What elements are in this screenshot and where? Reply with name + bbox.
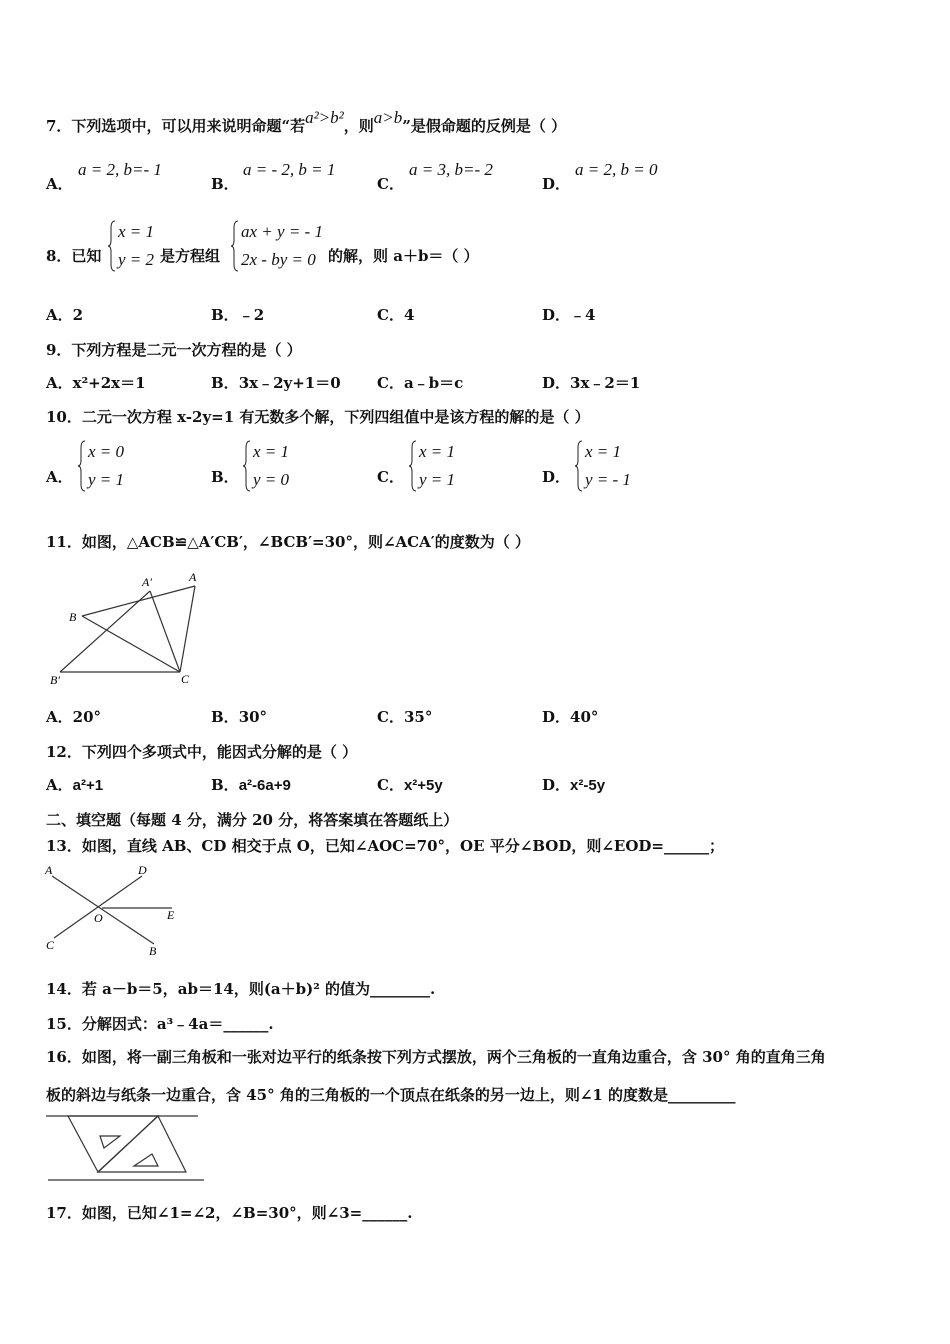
- q10-stem: 10．二元一次方程 x-2y=1 有无数多个解，下列四组值中是该方程的解的是（ ）: [46, 408, 590, 426]
- q8-mid: 是方程组: [160, 247, 221, 265]
- segment-b-c: [82, 616, 180, 672]
- option-label: A．: [46, 306, 73, 324]
- system-row-1: x = 1: [585, 442, 622, 461]
- option-value: 3x﹣2y+1＝0: [238, 374, 341, 392]
- option-label: D．: [542, 175, 571, 193]
- brace-icon: [243, 440, 251, 492]
- q11-option-b[interactable]: [211, 706, 267, 727]
- q8-system-2-row-1: ax + y = - 1: [241, 222, 323, 241]
- option-label: C．: [377, 306, 404, 324]
- point-label-a-prime: A′: [142, 575, 152, 589]
- point-label-d: D: [138, 863, 147, 877]
- q7-stem-a: 7．下列选项中，可以用来说明命题“若: [46, 117, 306, 135]
- q7-stem-b: ”是假命题的反例是（ ）: [402, 117, 567, 135]
- q11-figure: [46, 566, 216, 690]
- option-value: x²+2x＝1: [72, 374, 146, 392]
- option-label: C．: [377, 468, 404, 486]
- line-cd: [54, 876, 142, 938]
- q9-option-d[interactable]: [542, 372, 640, 393]
- system-row-1: x = 1: [419, 442, 456, 461]
- option-label: D．: [542, 306, 571, 324]
- q7-condition-1: a²>b²: [305, 108, 344, 127]
- option-label: D．: [542, 708, 571, 726]
- option-label: C．: [377, 708, 404, 726]
- triangle-45: [98, 1116, 186, 1172]
- option-value: 40°: [570, 708, 599, 726]
- option-label: A．: [46, 708, 73, 726]
- q16-figure: [46, 1110, 206, 1186]
- q11-option-d[interactable]: [542, 706, 598, 727]
- q7-option-c[interactable]: [377, 173, 404, 194]
- system-row-2: y = 1: [419, 470, 456, 489]
- option-value: 35°: [403, 708, 433, 726]
- option-label: B．: [211, 306, 239, 324]
- q9-option-c[interactable]: [377, 372, 463, 393]
- option-value: 20°: [72, 708, 102, 726]
- triangle-45-inner: [134, 1154, 158, 1166]
- option-value: x²-5y: [570, 777, 606, 794]
- option-label: A．: [46, 374, 73, 392]
- q12-option-a[interactable]: [46, 774, 103, 795]
- q12-stem: 12．下列四个多项式中，能因式分解的是（ ）: [46, 743, 358, 761]
- q11-option-c[interactable]: [377, 706, 432, 727]
- q11-stem: 11．如图，△ACB≌△A′CB′，∠BCB′=30°，则∠ACA′的度数为（ ）: [46, 533, 530, 551]
- option-value: x²+5y: [403, 777, 443, 794]
- point-label-o: O: [94, 911, 103, 925]
- system-row-1: x = 1: [253, 442, 290, 461]
- q11-option-a[interactable]: [46, 706, 101, 727]
- q12-option-d[interactable]: [542, 774, 605, 795]
- brace-icon: [231, 220, 239, 272]
- option-label: B．: [211, 175, 239, 193]
- option-label: B．: [211, 374, 239, 392]
- q8-prefix: 8．已知: [46, 247, 102, 265]
- option-label: B．: [211, 708, 239, 726]
- point-label-c: C: [181, 672, 190, 686]
- q16-stem-line-2: 板的斜边与纸条一边重合，含 45° 角的三角板的一个顶点在纸条的另一边上，则∠1 的度数是_________: [46, 1086, 736, 1104]
- option-label: A．: [46, 468, 73, 486]
- brace-icon: [78, 440, 86, 492]
- q8-system-1-row-2: y = 2: [118, 250, 155, 269]
- q7-comma: ，则: [343, 117, 374, 135]
- option-value: a²-6a+9: [238, 777, 291, 794]
- option-label: A．: [46, 776, 73, 794]
- q13-figure: [42, 862, 182, 958]
- option-label: D．: [542, 468, 571, 486]
- option-value: 4: [403, 306, 415, 324]
- q7-option-d[interactable]: [542, 173, 570, 194]
- system-row-1: x = 0: [88, 442, 125, 461]
- section-2-heading: 二、填空题（每题 4 分，满分 20 分，将答案填在答题纸上）: [46, 811, 459, 829]
- q8-option-d[interactable]: [542, 304, 595, 325]
- q7-option-a[interactable]: [46, 173, 73, 194]
- option-label: B．: [211, 468, 239, 486]
- triangle-30-inner: [100, 1136, 120, 1148]
- q10-option-b[interactable]: [211, 466, 239, 487]
- option-value: 30°: [238, 708, 268, 726]
- q13-stem: 13．如图，直线 AB、CD 相交于点 O，已知∠AOC=70°，OE 平分∠BOD，则∠EOD=______；: [46, 837, 724, 855]
- point-label-a: A: [189, 570, 197, 584]
- q8-option-c[interactable]: [377, 304, 414, 325]
- q16-stem-line-1: 16．如图，将一副三角板和一张对边平行的纸条按下列方式摆放，两个三角板的一直角边重合，含 30° 角的直角三角: [46, 1048, 826, 1066]
- system-row-2: y = - 1: [585, 470, 631, 489]
- q9-option-b[interactable]: [211, 372, 341, 393]
- q10-option-a[interactable]: [46, 466, 73, 487]
- point-label-b-prime: B′: [50, 673, 60, 687]
- q17-stem: 17．如图，已知∠1=∠2，∠B=30°，则∠3=______.: [46, 1204, 413, 1222]
- segment-a-c: [180, 586, 195, 672]
- option-value: ﹣4: [570, 306, 596, 324]
- point-label-a: A: [45, 863, 53, 877]
- triangle-30: [68, 1116, 158, 1172]
- q9-option-a[interactable]: [46, 372, 146, 393]
- system-row-2: y = 1: [88, 470, 125, 489]
- q10-option-c[interactable]: [377, 466, 404, 487]
- brace-icon: [108, 220, 116, 272]
- option-label: C．: [377, 776, 404, 794]
- q7-option-d-value: a = 2, b = 0: [575, 160, 658, 179]
- q7-option-c-value: a = 3, b=- 2: [409, 160, 493, 179]
- option-value: 3x﹣2＝1: [570, 374, 641, 392]
- system-row-2: y = 0: [253, 470, 290, 489]
- option-label: B．: [211, 776, 239, 794]
- point-label-e: E: [167, 908, 175, 922]
- option-value: ﹣2: [238, 306, 265, 324]
- point-label-c: C: [46, 938, 55, 952]
- q8-system-2-row-2: 2x - by = 0: [241, 250, 316, 269]
- q12-option-c[interactable]: [377, 774, 443, 795]
- point-label-b: B: [69, 610, 77, 624]
- option-label: C．: [377, 175, 404, 193]
- q8-option-b[interactable]: [211, 304, 264, 325]
- segment-a1-c: [150, 591, 180, 672]
- option-label: C．: [377, 374, 404, 392]
- option-value: a﹣b＝c: [403, 374, 464, 392]
- q9-stem: 9．下列方程是二元一次方程的是（ ）: [46, 341, 302, 359]
- q12-option-b[interactable]: [211, 774, 291, 795]
- line-ab: [52, 876, 154, 944]
- q8-system-1-row-1: x = 1: [118, 222, 155, 241]
- brace-icon: [409, 440, 417, 492]
- q15-stem: 15．分解因式：a³﹣4a＝______.: [46, 1015, 274, 1033]
- q7-condition-2: a>b: [373, 108, 403, 127]
- option-label: D．: [542, 776, 571, 794]
- q7-option-b-value: a = - 2, b = 1: [243, 160, 336, 179]
- option-value: 2: [72, 306, 84, 324]
- q10-option-d[interactable]: [542, 466, 570, 487]
- option-value: a²+1: [72, 777, 104, 794]
- option-label: A．: [46, 175, 73, 193]
- segment-b1-a1: [60, 591, 150, 672]
- q14-stem: 14．若 a－b＝5，ab＝14，则(a＋b)² 的值为________.: [46, 980, 436, 998]
- option-label: D．: [542, 374, 571, 392]
- q7-option-b[interactable]: [211, 173, 239, 194]
- q8-option-a[interactable]: [46, 304, 83, 325]
- brace-icon: [575, 440, 583, 492]
- point-label-b: B: [149, 944, 157, 958]
- q7-option-a-value: a = 2, b=- 1: [78, 160, 162, 179]
- q8-suffix: 的解，则 a＋b＝（ ）: [328, 247, 479, 265]
- q7-stem: [46, 108, 567, 136]
